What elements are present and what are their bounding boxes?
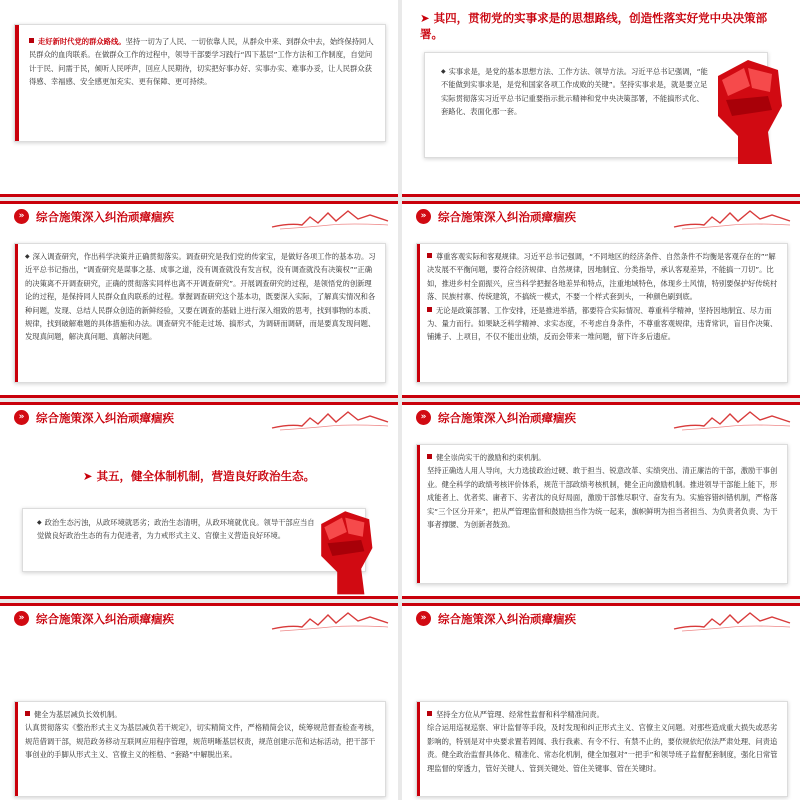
bottom-line	[402, 395, 800, 398]
card-text: 健全为基层减负长效机制。 认真贯彻落实《整治形式主义为基层减负若干规定》，切实精简文件，严格精简会议，统筹规范督查检查考核，规范借调干部，规范政务移动互联网应用程序管理，规范明晰基层权责，规范创建示范和达标活动，把干部干事创业的手脚从形式主义、官僚主义的桎梏、“套路”中解脱出来。	[25, 710, 379, 760]
slide-header	[0, 606, 398, 632]
diamond-bullet-icon: ◆	[37, 519, 42, 526]
slide-2[interactable]	[402, 0, 800, 197]
card-text: 坚持全方位从严管理、经常性监督和科学精准问责。 综合运用巡视巡察、审计监督等手段，及时发现和纠正形式主义、官僚主义问题。对那些造成重大损失或恶劣影响的，特别是对中央要求置若罔闻、我行我素、有令不行、有禁不止的，要依规依纪依法严肃处理、问责追责。健全政治监督具体化、精准化、常态化机制，健全加强对“一把手”和领导班子监督配套制度，强化日常管理监督的穿透力，管好关键人、管到关键处、管住关键事、管在关键时。	[427, 710, 778, 773]
square-bullet-icon	[427, 711, 432, 716]
chevron-right-icon: »	[416, 410, 431, 425]
great-wall-icon	[672, 205, 792, 231]
card-text: ◆ 实事求是，是党的基本思想方法、工作方法、领导方法。习近平总书记强调，“能不能做到实事求是，是党和国家各项工作成败的关键”。坚持实事求是，就是要立足实际贯彻落实习近平总书记重要指示批示精神和党中央决策部署，不能搞形式化、套路化、表面化那一套。	[441, 67, 708, 117]
section-title: 综合施策深入纠治顽瘴痼疾	[438, 411, 576, 425]
great-wall-icon	[270, 205, 390, 231]
card-accent-bar	[15, 244, 18, 382]
content-card	[14, 24, 386, 142]
chevron-right-icon: »	[14, 209, 29, 224]
great-wall-icon	[672, 607, 792, 633]
square-bullet-icon	[25, 711, 30, 716]
chevron-right-icon: »	[14, 410, 29, 425]
slide-header	[402, 204, 800, 230]
slide-heading: ➤ 其五，健全体制机制，营造良好政治生态。	[82, 469, 316, 483]
slide-header	[0, 405, 398, 431]
slide-1[interactable]	[0, 0, 398, 197]
slide-7[interactable]	[0, 603, 398, 800]
card-text: 尊重客观实际和客观规律。习近平总书记强调，“不同地区的经济条件、自然条件不均衡是客观存在的”“解决发展不平衡问题，要符合经济规律、自然规律，因地制宜、分类指导，承认客观差异，不能搞一刀切”。比如，推进乡村全面振兴，应当科学把握各地差异和特点，注重地域特色，体现乡土风情，特别要保护好传统村落、民族村寨、传统建筑，不搞统一模式，不要一个样式套到头，一种颜色刷到底。 无论是政策部署、工作安排，还是推进举措，都要符合实际情况、尊重科学精神，坚持因地制宜、尽力而为、量力而行。如果缺乏科学精神、求实态度，不考虑自身条件，不尊重客观规律，违背常识，盲目作决策、铺摊子、上项目，不仅不能出业绩，反而会带来一堆问题，留下许多后遗症。	[427, 252, 778, 342]
diamond-bullet-icon: ◆	[25, 253, 30, 260]
slide-6[interactable]	[402, 402, 800, 599]
section-title: 综合施策深入纠治顽瘴痼疾	[438, 210, 576, 224]
slide-header	[0, 204, 398, 230]
card-text: ◆ 政治生态污浊，从政环境就恶劣；政治生态清明，从政环境就优良。领导干部应当自觉做良好政治生态的有力促进者，为力戒形式主义、官僚主义营造良好环境。	[37, 518, 315, 541]
square-bullet-icon	[427, 454, 432, 459]
square-bullet-icon	[427, 307, 432, 312]
bottom-line	[0, 194, 398, 197]
section-title: 综合施策深入纠治顽瘴痼疾	[36, 411, 174, 425]
card-accent-bar	[15, 702, 18, 796]
great-wall-icon	[270, 607, 390, 633]
slide-header	[402, 606, 800, 632]
content-card	[14, 701, 386, 797]
slide-8[interactable]	[402, 603, 800, 800]
square-bullet-icon	[427, 253, 432, 258]
content-card	[416, 243, 788, 383]
card-text: ◆ 深入调查研究，作出科学决策并正确贯彻落实。调查研究是我们党的传家宝，是做好各项工作的基本功。习近平总书记指出，“调查研究是谋事之基、成事之道，没有调查就没有发言权，没有调查就没有决策权”“正确的决策离不开调查研究，正确的贯彻落实同样也离不开调查研究”。开展调查研究的过程，是领悟党的创新理论的过程，是保持同人民群众血肉联系的过程。掌握调查研究这个基本功，既要深入实际，了解真实情况和各种问题，发现、总结人民群众创造的新鲜经验，又要在调查的基础上进行深入细致的思考，找到事物的本质、规律，找到破解难题的具体措施和办法。调查研究不能走过场、搞形式，为调研而调研，而是要真发现问题、发现真问题，解决真问题、真解决问题。	[25, 252, 376, 342]
slide-header	[402, 405, 800, 431]
diamond-bullet-icon: ◆	[441, 68, 446, 75]
arrow-icon: ➤	[82, 469, 97, 483]
section-title: 综合施策深入纠治顽瘴痼疾	[36, 612, 174, 626]
content-card	[14, 243, 386, 383]
content-card	[416, 701, 788, 797]
raised-fist-icon	[698, 46, 790, 166]
chevron-right-icon: »	[14, 611, 29, 626]
slide-3[interactable]	[0, 201, 398, 398]
slide-4[interactable]	[402, 201, 800, 398]
square-bullet-icon	[29, 38, 34, 43]
chevron-right-icon: »	[416, 611, 431, 626]
great-wall-icon	[672, 406, 792, 432]
slide-heading: ➤ 其四，贯彻党的实事求是的思想路线，创造性落实好党中央决策部署。	[420, 11, 768, 41]
card-accent-bar	[417, 702, 420, 796]
card-accent-bar	[417, 445, 420, 583]
bottom-line	[0, 596, 398, 599]
bottom-line	[402, 194, 800, 197]
raised-fist-icon	[296, 500, 388, 596]
great-wall-icon	[270, 406, 390, 432]
card-text	[29, 35, 377, 89]
bottom-line	[0, 395, 398, 398]
chevron-right-icon: »	[416, 209, 431, 224]
card-text: 健全崇尚实干的激励和约束机制。 坚持正确选人用人导向，大力选拔政治过硬、敢于担当、锐意改革、实绩突出、清正廉洁的干部，激励干事创业。健全科学的政绩考核评价体系，规范干部政绩考核机制，健全正向激励机制。推进领导干部能上能下，形成能者上、优者奖、庸者下、劣者汰的良好局面，激励干部惟尽职守、奋发有为。实施容错纠错机制，严格落实“三个区分开来”，把从严管理监督和鼓励担当作为统一起来，旗帜鲜明为担当者担当、为负责者负责、为干事者撑腰、为创新者鼓劲。	[427, 453, 778, 530]
arrow-icon: ➤	[420, 11, 434, 25]
bottom-line	[402, 596, 800, 599]
slide-5[interactable]	[0, 402, 398, 599]
content-card	[416, 444, 788, 584]
section-title: 综合施策深入纠治顽瘴痼疾	[36, 210, 174, 224]
section-title: 综合施策深入纠治顽瘴痼疾	[438, 612, 576, 626]
body-text: 坚持一切为了人民、一切依靠人民，从群众中来、到群众中去，始终保持同人民群众的血肉联系。在做群众工作的过程中，领导干部要学习践行“四下基层”工作方法和工作制度，自觉问计于民、问需于民，倾听人民呼声，回应人民期待，切实把好事办好、实事办实、难事办妥，让人民群众获得感、幸福感、安全感更加充实、更有保障、更可持续。	[29, 37, 374, 87]
card-accent-bar	[15, 25, 19, 141]
lead-text: 走好新时代党的群众路线。	[38, 37, 126, 46]
card-accent-bar	[417, 244, 420, 382]
